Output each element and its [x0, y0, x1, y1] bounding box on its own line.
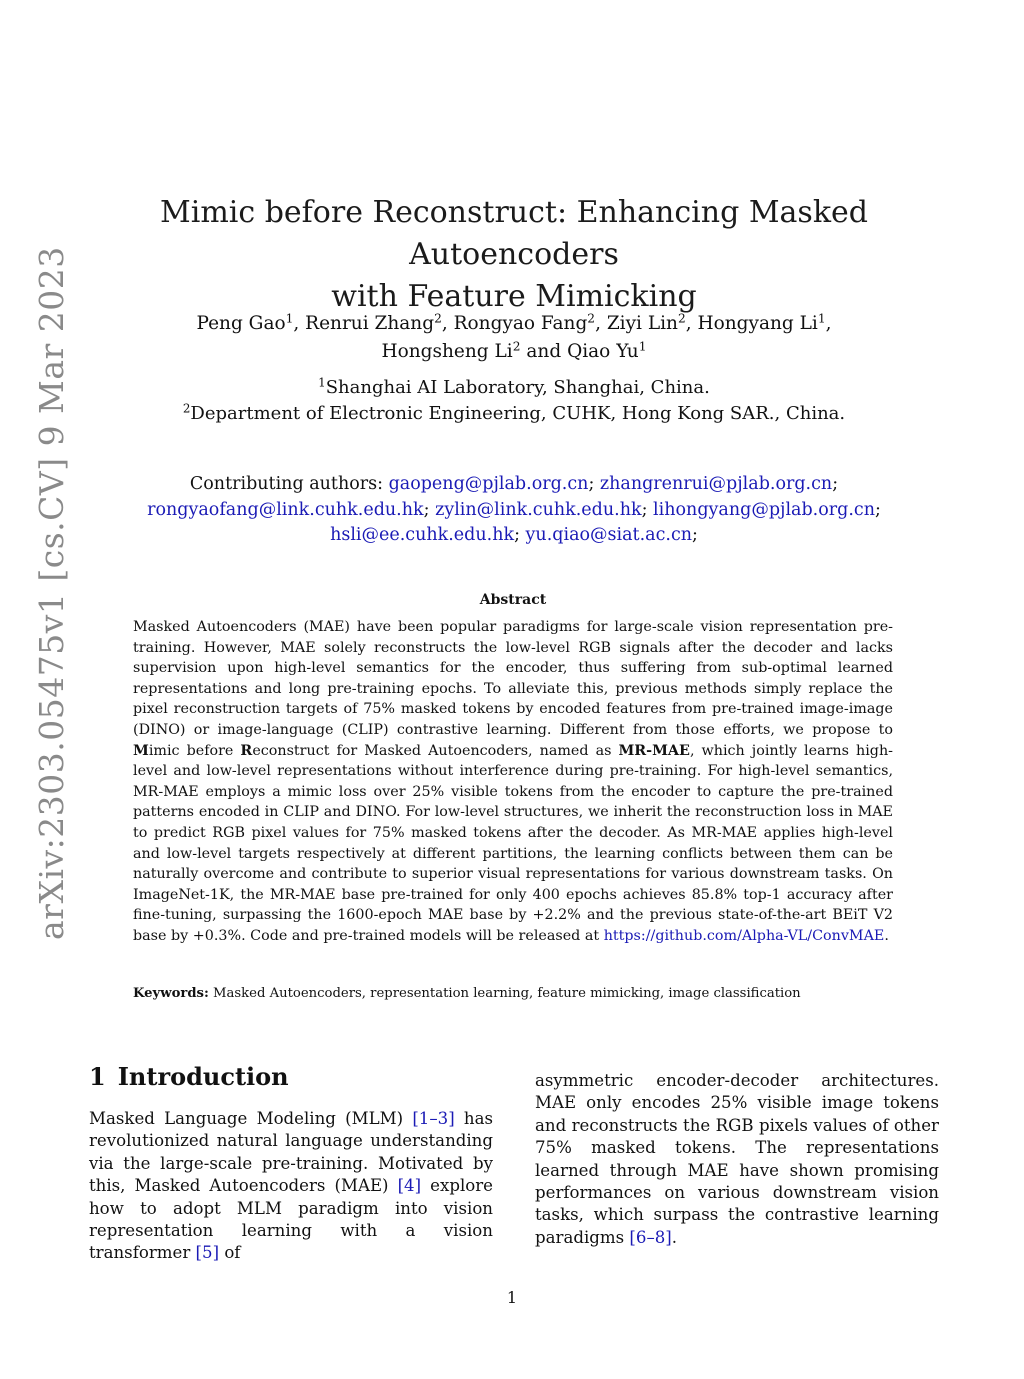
- citation-link[interactable]: [5]: [195, 1243, 220, 1263]
- author: Peng Gao: [196, 313, 286, 334]
- author-separator: ,: [685, 313, 698, 334]
- email-link[interactable]: zylin@link.cuhk.edu.hk: [435, 499, 642, 520]
- abstract-bold-m: M: [133, 742, 149, 759]
- affiliations: [120, 375, 908, 427]
- affiliation-1: [120, 375, 908, 401]
- email-link[interactable]: hsli@ee.cuhk.edu.hk: [330, 525, 515, 545]
- arxiv-watermark: arXiv:2303.05475v1 [cs.CV] 9 Mar 2023: [32, 246, 71, 940]
- contrib-label: Contributing authors:: [189, 474, 389, 494]
- page-number: 1: [506, 1288, 518, 1307]
- keywords: [133, 984, 893, 1004]
- body-text: asymmetric encoder-decoder architectures. MAE only encodes 25% visible image tokens and reconstructs the RGB pixels values of other 75% masked tokens. The representations learned through MAE have shown promising performances on various downstream vision tasks, which surpass the contrastive learning paradigms: [535, 1071, 939, 1247]
- abstract-text: .: [884, 927, 889, 944]
- author-list: [120, 310, 908, 366]
- affiliation-mark: 1: [318, 375, 326, 390]
- author-affiliation-mark: 1: [638, 339, 647, 354]
- author-separator: ,: [825, 313, 832, 334]
- author-separator: ,: [595, 313, 607, 334]
- body-text: has revolutionized natural language understanding via the large-scale pre-training. Motivated by this, Masked Autoencoders (MAE): [89, 1109, 493, 1196]
- affiliation-text: Shanghai AI Laboratory, Shanghai, China.: [325, 377, 710, 398]
- abstract-text: , which jointly learns high-level and low-level representations without interference during pre-training. For high-level semantics, MR-MAE employs a mimic loss over 25% visible tokens from the encoder to capture the pre-trained patterns encoded in CLIP and DINO. For low-level structures, we inherit the reconstruction loss in MAE to predict RGB pixel values for 75% masked tokens after the decoder. As MR-MAE applies high-level and low-level targets respectively at different partitions, the learning conflicts between them can be naturally overcome and contribute to superior visual representations for various downstream tasks. On ImageNet-1K, the MR-MAE base pre-trained for only 400 epochs achieves 85.8% top-1 accuracy after fine-tuning, surpassing the 1600-epoch MAE base by +2.2% and the previous state-of-the-art BEiT V2 base by +0.3%. Code and pre-trained models will be released at: [133, 742, 893, 944]
- author-affiliation-mark: 1: [285, 311, 294, 326]
- author-separator: ,: [293, 313, 306, 334]
- paper-title: [110, 192, 918, 318]
- author-affiliation-mark: 2: [677, 311, 686, 326]
- email-link[interactable]: gaopeng@pjlab.org.cn: [388, 474, 589, 494]
- author-affiliation-mark: 2: [587, 311, 596, 326]
- abstract-heading: Abstract: [479, 592, 547, 608]
- intro-left-column: [89, 1108, 493, 1265]
- email-link[interactable]: yu.qiao@siat.ac.cn: [525, 525, 693, 545]
- citation-link[interactable]: [6–8]: [629, 1227, 672, 1247]
- body-text: .: [671, 1227, 678, 1247]
- affiliation-2: [120, 401, 908, 427]
- citation-link[interactable]: [4]: [397, 1176, 422, 1196]
- abstract-text: imic before: [148, 742, 241, 759]
- title-line-1: Mimic before Reconstruct: Enhancing Masked Autoencoders: [160, 195, 868, 272]
- author-separator: and: [520, 341, 568, 362]
- email-link[interactable]: rongyaofang@link.cuhk.edu.hk: [147, 499, 424, 520]
- email-link[interactable]: zhangrenrui@pjlab.org.cn: [599, 474, 833, 494]
- email-link[interactable]: lihongyang@pjlab.org.cn: [653, 499, 875, 520]
- author-separator: ,: [441, 313, 454, 334]
- body-text: of: [219, 1243, 241, 1263]
- contributing-authors: Contributing authors: gaopeng@pjlab.org.cn; zhangrenrui@pjlab.org.cn; rongyaofang@link.cuhk.edu.hk; zylin@link.cuhk.edu.hk; lihongyang@pjlab.org.cn; hsli@ee.cuhk.edu.hk; yu.qiao@siat.ac.cn;: [147, 474, 881, 545]
- method-name: MR-MAE: [618, 742, 690, 759]
- author: Renrui Zhang: [305, 313, 435, 334]
- abstract-text: econstruct for Masked Autoencoders, named as: [252, 742, 619, 759]
- keywords-text: Masked Autoencoders, representation learning, feature mimicking, image classification: [208, 986, 801, 1001]
- author: Hongyang Li: [697, 313, 818, 334]
- author-affiliation-mark: 2: [512, 339, 521, 354]
- section-number: 1: [89, 1062, 106, 1091]
- intro-right-column: [535, 1070, 939, 1249]
- author-affiliation-mark: 2: [434, 311, 442, 326]
- citation-link[interactable]: [1–3]: [412, 1109, 455, 1128]
- section-heading: [89, 1062, 289, 1091]
- author-affiliation-mark: 1: [817, 311, 826, 326]
- author: Rongyao Fang: [453, 313, 588, 334]
- affiliation-mark: 2: [182, 401, 191, 416]
- section-title: Introduction: [117, 1062, 289, 1091]
- affiliation-text: Department of Electronic Engineering, CUHK, Hong Kong SAR., China.: [190, 403, 846, 424]
- abstract-body: [133, 617, 893, 947]
- body-text: Masked Language Modeling (MLM): [89, 1109, 413, 1128]
- keywords-label: Keywords:: [133, 986, 209, 1001]
- abstract-text: Masked Autoencoders (MAE) have been popular paradigms for large-scale vision representation pre-training. However, MAE solely reconstructs the low-level RGB signals after the decoder and lacks supervision upon high-level semantics for the encoder, thus suffering from sub-optimal learned representations and long pre-training epochs. To alleviate this, previous methods simply replace the pixel reconstruction targets of 75% masked tokens by encoded features from pre-trained image-image (DINO) or image-language (CLIP) contrastive learning. Different from those efforts, we propose to: [133, 619, 893, 738]
- author: Ziyi Lin: [606, 313, 678, 334]
- title-line-2: with Feature Mimicking: [331, 279, 697, 314]
- abstract-bold-r: R: [240, 742, 253, 759]
- body-text: explore how to adopt MLM paradigm into vision representation learning with a vision transformer: [89, 1176, 493, 1263]
- author: Hongsheng Li: [381, 341, 513, 362]
- author: Qiao Yu: [567, 341, 639, 362]
- code-link[interactable]: https://github.com/Alpha-VL/ConvMAE: [603, 927, 885, 944]
